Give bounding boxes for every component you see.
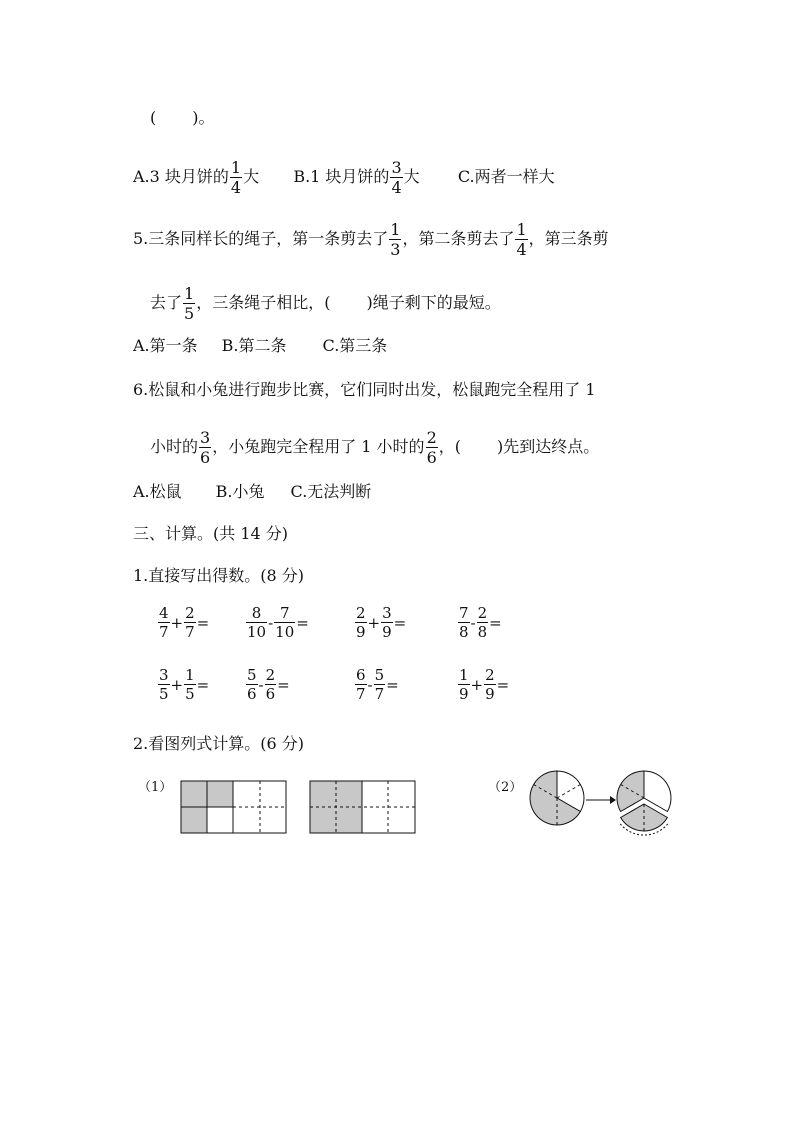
q6-line-1: 6.松鼠和小兔进行跑步比赛，它们同时出发，松鼠跑完全程用了 1 [133,380,596,399]
q6-line-2: 小时的 $\frac{3}{6}$ ，小兔跑完全程用了 1 小时的 $\frac{2}{6}$ ，( )先到达终点。 [150,428,600,467]
fraction-a: $\frac{4}{7}$ [159,604,169,641]
fraction: $\frac{1}{4}$ [516,220,527,259]
option-c[interactable]: C.无法判断 [290,482,372,501]
figure-1-rectangles [180,780,420,834]
fraction-a: $\frac{5}{6}$ [247,666,257,703]
paren-close: )。 [192,108,215,127]
q5-line-1: 5.三条同样长的绳子，第一条剪去了 $\frac{1}{3}$ ，第二条剪去了 $\frac{1}{4}$ ，第三条剪 [133,220,609,259]
fraction-b: $\frac{5}{7}$ [374,666,385,703]
q4-options [133,158,555,197]
equals-sign: = [196,675,210,694]
fraction-b: $\frac{2}{9}$ [485,666,495,703]
option-b[interactable]: B.第二条 [221,336,287,355]
fraction: $\frac{3}{6}$ [200,428,211,467]
operator: + [170,675,184,694]
calc2-title: 2.看图列式计算。(6 分) [133,734,305,753]
section-title: 三、计算。(共 14 分) [133,524,289,543]
shaded-cell [207,781,233,807]
fraction-b: $\frac{3}{9}$ [382,604,392,641]
fraction-a: $\frac{7}{8}$ [459,604,469,641]
operator: + [470,675,484,694]
operator: - [470,613,476,632]
white-sector [644,771,671,812]
option-c[interactable]: C.第三条 [322,336,388,355]
fraction-b: $\frac{2}{8}$ [477,604,488,641]
shaded-cell [181,781,207,807]
equals-sign: = [393,613,407,632]
fraction-b: $\frac{2}{7}$ [185,604,195,641]
fraction-b: $\frac{1}{5}$ [185,666,195,703]
equals-sign: = [196,613,210,632]
operator: + [367,613,381,632]
fraction-a: $\frac{1}{9}$ [459,666,469,703]
figure-label-1: （1） [138,780,173,795]
fraction-b: $\frac{2}{6}$ [265,666,276,703]
fraction: $\frac{1}{4}$ [230,158,242,197]
fraction: $\frac{1}{5}$ [184,284,195,323]
shaded-sector [617,771,644,812]
calc1-title: 1.直接写出得数。(8 分) [133,566,305,585]
fraction: $\frac{3}{4}$ [391,158,402,197]
operator: - [258,675,264,694]
option-c[interactable]: C.两者一样大 [457,167,555,186]
calc-item[interactable] [245,604,309,641]
equals-sign: = [496,675,510,694]
fraction-b: $\frac{7}{10}$ [275,604,295,641]
operator: + [170,613,184,632]
fraction: $\frac{2}{6}$ [426,428,437,467]
equals-sign: = [489,613,502,632]
option-a[interactable]: A.3 块月饼的 $\frac{1}{4}$ 大 [133,158,260,197]
figure-label-2: （2） [488,780,523,795]
shaded-cell [181,807,207,833]
option-a[interactable]: A.第一条 [133,336,198,355]
calc-item[interactable] [354,666,399,703]
operator: - [268,613,274,632]
option-a[interactable]: A.松鼠 [133,482,182,501]
q4-answer-blank[interactable] [150,108,215,128]
calc-item[interactable] [157,666,209,703]
calc-item[interactable] [457,666,509,703]
calc-item[interactable] [457,604,502,641]
calc-item[interactable] [354,604,406,641]
operator: - [367,675,373,694]
calc-item[interactable] [157,604,209,641]
option-b[interactable]: B.1 块月饼的 $\frac{3}{4}$ 大 [293,158,420,197]
fraction-a: $\frac{3}{5}$ [159,666,169,703]
equals-sign: = [277,675,290,694]
q5-line-2: 去了 $\frac{1}{5}$ ，三条绳子相比，( )绳子剩下的最短。 [150,284,501,323]
q6-options [133,482,371,502]
fraction-a: $\frac{8}{10}$ [247,604,267,641]
q5-options [133,336,387,356]
calc-item[interactable] [245,666,290,703]
equals-sign: = [296,613,309,632]
equals-sign: = [386,675,399,694]
fraction-a: $\frac{6}{7}$ [356,666,366,703]
fraction-a: $\frac{2}{9}$ [356,604,366,641]
paren-open: ( [150,108,157,127]
option-b[interactable]: B.小兔 [215,482,265,501]
fraction: $\frac{1}{3}$ [390,220,401,259]
arrow-head-icon [610,796,616,804]
figure-2-circles [520,768,680,840]
